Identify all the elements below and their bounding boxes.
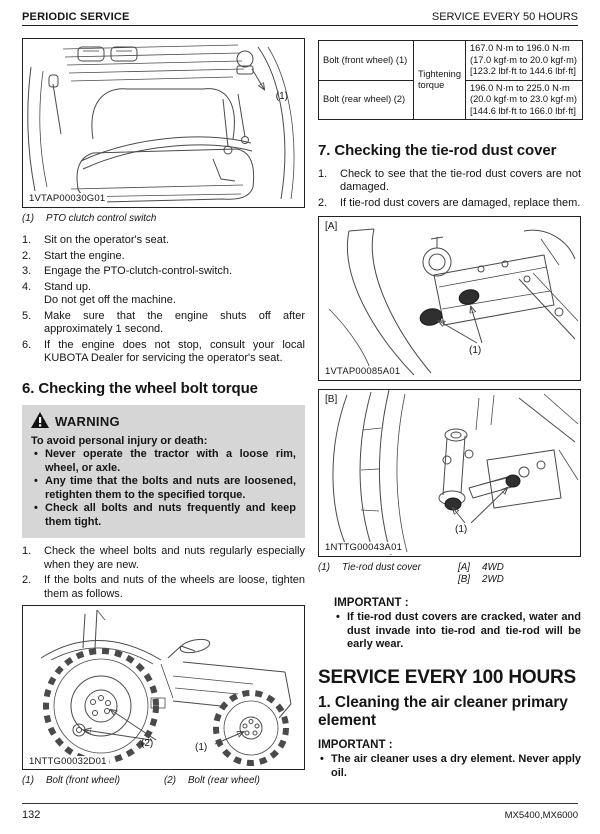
table-cell-label: Bolt (rear wheel) (2) (319, 80, 414, 120)
figure-code: 1VTAP00030G01 (29, 193, 106, 205)
table-cell-label: Bolt (front wheel) (1) (319, 41, 414, 81)
list-item: 6. If the engine does not stop, consult your local KUBOTA Dealer for servicing the operator's seat. (22, 338, 305, 365)
figure-captions-tie-rod (318, 562, 581, 586)
list-item: 1. Check the wheel bolts and nuts regularly especially when they are new. (22, 545, 305, 571)
right-column (318, 26, 581, 787)
list-item: 5. Make sure that the engine shuts off after approximately 1 second. (22, 309, 305, 336)
caption-front-bolt: (1) Bolt (front wheel) (22, 775, 121, 787)
list-item: 2. If tie-rod dust covers are damaged, replace them. (318, 196, 581, 209)
section-7-title: 7. Checking the tie-rod dust cover (318, 142, 557, 160)
tractor-callout-rear: (2) (141, 738, 154, 750)
important-note-air-cleaner (318, 738, 581, 780)
important-label: IMPORTANT : (318, 738, 393, 751)
warning-intro: To avoid personal injury or death: (31, 434, 208, 447)
service-100-title: SERVICE EVERY 100 HOURS (318, 666, 576, 688)
tie-rod-2wd-art (319, 390, 579, 555)
figure-b-callout: (1) (455, 524, 468, 536)
important-bullet: • The air cleaner uses a dry element. Never apply oil. (320, 752, 581, 779)
table-cell-values: 167.0 N·m to 196.0 N·m (17.0 kgf·m to 20.0 kgf·m) [123.2 lbf·ft to 144.6 lbf·ft] (466, 41, 583, 81)
figure-code: 1VTAP00085A01 (325, 366, 401, 378)
caption-rear-bolt: (2) Bolt (rear wheel) (164, 775, 260, 787)
wheel-bolt-steps (22, 545, 305, 601)
left-column (22, 26, 305, 787)
header-right-title: SERVICE EVERY 50 HOURS (431, 11, 578, 23)
warning-bullet: • Any time that the bolts and nuts are loosened, retighten them to the specified torque. (34, 475, 296, 501)
warning-bullet: • Check all bolts and nuts frequently and keep them tight. (34, 502, 296, 528)
important-bullet: • If tie-rod dust covers are cracked, water and dust invade into tie-rod and tie-rod will be early wear. (336, 611, 581, 651)
page-header (22, 0, 578, 26)
section-1-title: 1. Cleaning the air cleaner primary element (318, 694, 568, 730)
section-6-title: 6. Checking the wheel bolt torque (22, 379, 258, 397)
page-number: 132 (22, 809, 41, 821)
caption-2wd: [B] 2WD (458, 574, 504, 586)
tractor-callout-front: (1) (195, 742, 208, 754)
operator-seat-art (23, 39, 303, 206)
figure-captions-wheel-bolts (22, 775, 305, 787)
figure-caption-pto: (1) PTO clutch control switch (22, 213, 157, 224)
figure-operator-seat (22, 38, 305, 208)
warning-icon (31, 412, 49, 433)
figure-code: 1NTTG00043A01 (325, 542, 403, 554)
important-label: IMPORTANT : (334, 597, 409, 610)
caption-4wd: [A] 4WD (458, 562, 504, 574)
seat-callout-1: (1) (275, 91, 288, 102)
list-item: 2. If the bolts and nuts of the wheels are loose, tighten them as follows. (22, 574, 305, 600)
caption-tie-rod: (1) Tie-rod dust cover (318, 562, 421, 574)
list-item: 1. Sit on the operator's seat. (22, 234, 170, 247)
figure-a-tag: [A] (325, 221, 338, 233)
header-left-title: PERIODIC SERVICE (22, 11, 130, 23)
list-item: 1. Check to see that the tie-rod dust covers are not damaged. (318, 167, 581, 194)
page-footer (22, 803, 578, 823)
list-item: 3. Engage the PTO-clutch-control-switch. (22, 265, 233, 278)
important-note-tie-rod (334, 596, 581, 652)
pto-test-steps (22, 234, 305, 366)
warning-box (22, 405, 305, 538)
table-cell-middle: Tightening torque (413, 41, 465, 120)
table-row (319, 41, 583, 81)
torque-table (318, 40, 583, 120)
table-cell-values: 196.0 N·m to 225.0 N·m (20.0 kgf·m to 23.0 kgf·m) [144.6 lbf·ft to 166.0 lbf·ft] (466, 80, 583, 120)
figure-tie-rod-2wd (318, 389, 581, 557)
tie-rod-steps (318, 168, 581, 211)
tractor-side-art (23, 606, 303, 768)
figure-code: 1NTTG00032D01 (29, 755, 107, 767)
list-item: 4. Stand up. Do not get off the machine. (22, 280, 176, 307)
list-item: 2. Start the engine. (22, 249, 125, 262)
figure-tie-rod-4wd (318, 216, 581, 381)
figure-b-tag: [B] (325, 394, 338, 406)
figure-a-callout: (1) (469, 345, 482, 357)
model-number: MX5400,MX6000 (504, 810, 578, 821)
warning-bullet: • Never operate the tractor with a loose rim, wheel, or axle. (34, 448, 296, 474)
warning-label: WARNING (55, 414, 120, 430)
figure-tractor-side (22, 605, 305, 770)
tie-rod-4wd-art (319, 217, 579, 379)
